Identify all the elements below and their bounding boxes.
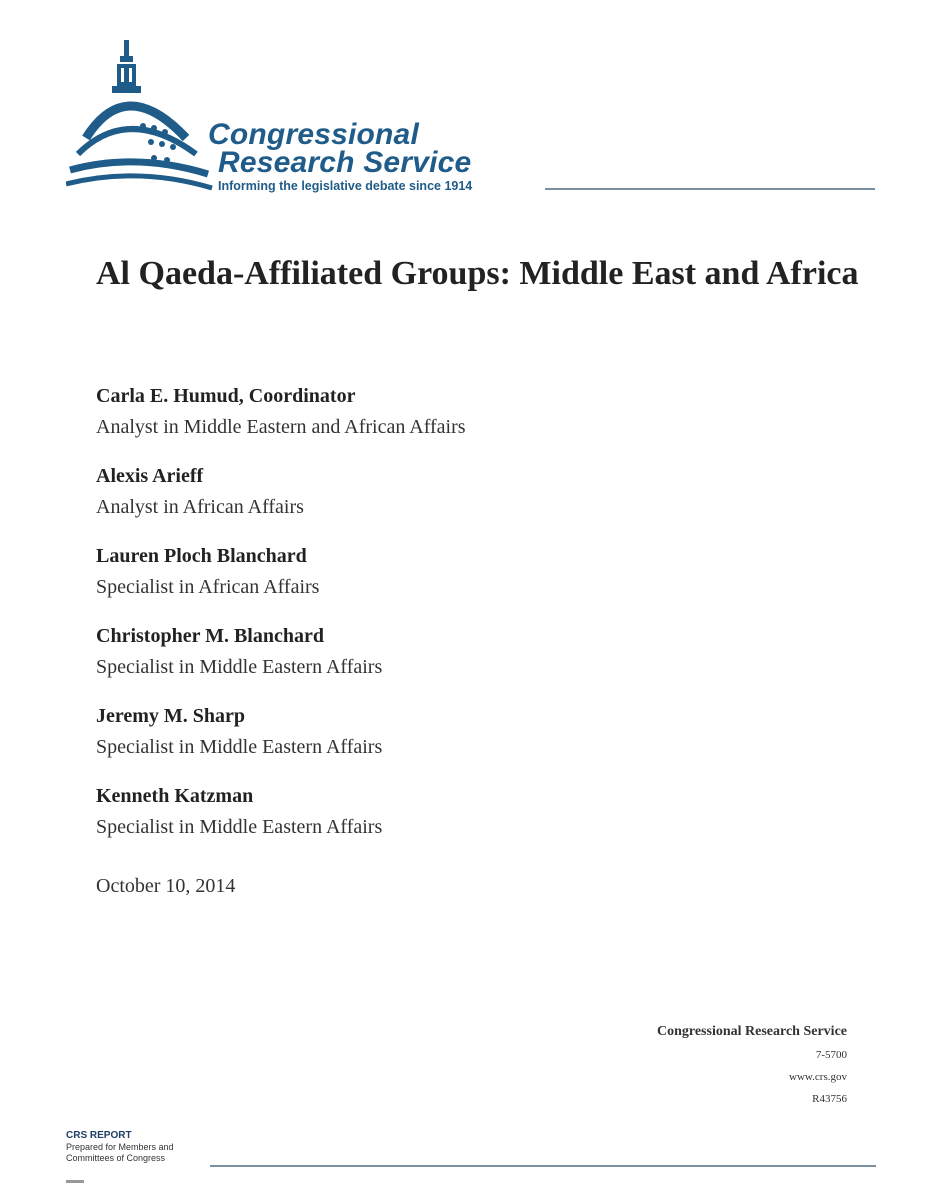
author-name: Kenneth Katzman (96, 785, 254, 807)
author-name: Alexis Arieff (96, 465, 204, 487)
crs-logo (66, 34, 876, 204)
author-role: Analyst in Middle Eastern and African Affairs (96, 416, 466, 438)
report-label-sub2: Committees of Congress (66, 1153, 166, 1163)
document-date: October 10, 2014 (96, 875, 236, 897)
footer-code: 7-5700 (815, 1049, 847, 1061)
tiny-mark (66, 1180, 84, 1183)
author-role: Specialist in Middle Eastern Affairs (96, 736, 383, 758)
capitol-dome-icon (66, 34, 216, 199)
author-role: Specialist in Middle Eastern Affairs (96, 656, 383, 678)
tagline-rule (545, 188, 875, 190)
report-label-title: CRS REPORT (66, 1130, 132, 1141)
author-name: Jeremy M. Sharp (96, 705, 246, 727)
author-role: Specialist in Middle Eastern Affairs (96, 816, 383, 838)
author-list (96, 380, 796, 860)
logo-text-line1: Congressional (208, 118, 419, 151)
footer-org: Congressional Research Service (656, 1024, 847, 1039)
author-role: Analyst in African Affairs (96, 496, 304, 518)
author-entry (96, 380, 796, 460)
author-name: Carla E. Humud, Coordinator (96, 385, 356, 407)
author-entry (96, 460, 796, 540)
author-role: Specialist in African Affairs (96, 576, 320, 598)
footer-report-number: R43756 (812, 1093, 847, 1105)
crs-report-label (66, 1130, 174, 1164)
crs-footer (657, 1020, 847, 1110)
document-title: Al Qaeda-Affiliated Groups: Middle East and Africa (96, 255, 859, 292)
author-entry (96, 540, 796, 620)
author-name: Christopher M. Blanchard (96, 625, 324, 647)
logo-text-line2: Research Service (218, 146, 472, 179)
author-entry (96, 780, 796, 860)
author-entry (96, 620, 796, 700)
author-entry (96, 700, 796, 780)
report-label-sub1: Prepared for Members and (66, 1142, 174, 1152)
footer-website: www.crs.gov (789, 1071, 847, 1083)
bottom-rule (210, 1165, 876, 1167)
author-name: Lauren Ploch Blanchard (96, 545, 307, 567)
logo-tagline: Informing the legislative debate since 1914 (218, 179, 473, 193)
